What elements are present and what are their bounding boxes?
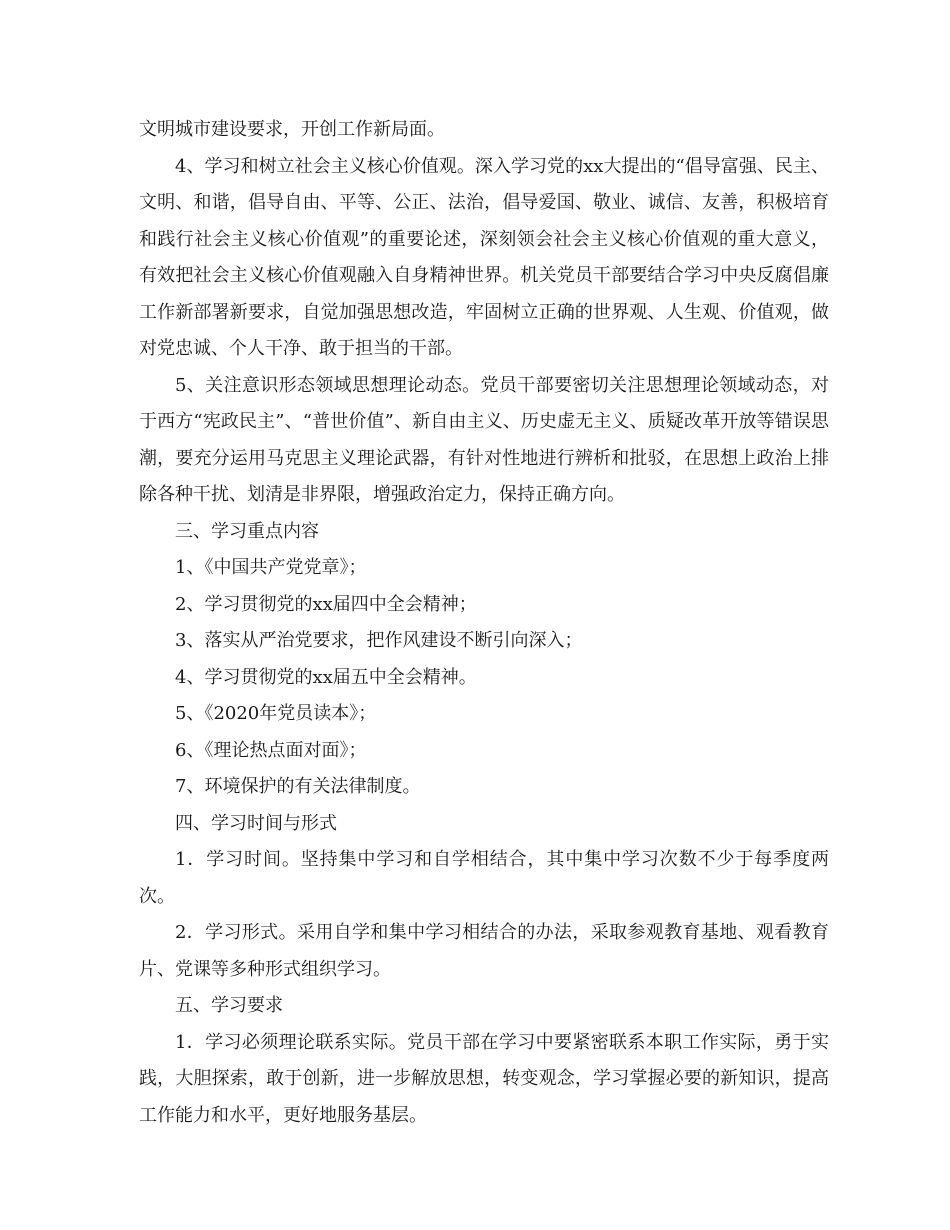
paragraph-study-form: 2．学习形式。采用自学和集中学习相结合的办法，采取参观教育基地、观看教育片、党课等多种形式组织学习。 (139, 922, 829, 980)
document-body (139, 112, 829, 1134)
list-item: 3、落实从严治党要求，把作风建设不断引向深入； (175, 630, 583, 651)
list-item: 4、学习贯彻党的xx届五中全会精神。 (175, 666, 477, 688)
list-item: 1、《中国共产党党章》； (175, 557, 367, 578)
list-item: 6、《理论热点面对面》； (175, 739, 367, 761)
paragraph-study-time: 1．学习时间。坚持集中学习和自学相结合，其中集中学习次数不少于每季度两次。 (139, 849, 829, 907)
section-heading-5: 五、学习要求 (175, 995, 283, 1016)
paragraph-study-requirement-1: 1．学习必须理论联系实际。党员干部在学习中要紧密联系本职工作实际，勇于实践，大胆探索，敢于创新，进一步解放思想，转变观念，学习掌握必要的新知识，提高工作能力和水平，更好地服务基层。 (139, 1031, 829, 1126)
paragraph-item-4-core-values: 4、学习和树立社会主义核心价值观。深入学习党的xx大提出的“倡导富强、民主、文明、和谐，倡导自由、平等、公正、法治，倡导爱国、敬业、诚信、友善，积极培育和践行社会主义核心价值观”的重要论述，深刻领会社会主义核心价值观的重大意义，有效把社会主义核心价值观融入自身精神世界。机关党员干部要结合学习中央反腐倡廉工作新部署新要求，自觉加强思想改造，牢固树立正确的世界观、人生观、价值观，做对党忠诚、个人干净、敢于担当的干部。 (139, 155, 829, 359)
list-item: 7、环境保护的有关法律制度。 (175, 776, 421, 797)
paragraph-continuation: 文明城市建设要求，开创工作新局面。 (139, 119, 445, 140)
list-item: 2、学习贯彻党的xx届四中全会精神； (175, 593, 477, 615)
paragraph-item-5-ideology: 5、关注意识形态领域思想理论动态。党员干部要密切关注思想理论领域动态，对于西方“宪政民主”、“普世价值”、新自由主义、历史虚无主义、质疑改革开放等错误思潮，要充分运用马克思主义理论武器，有针对性地进行辨析和批驳，在思想上政治上排除各种干扰、划清是非界限，增强政治定力，保持正确方向。 (139, 374, 829, 505)
section-heading-4: 四、学习时间与形式 (175, 812, 337, 834)
section-heading-3: 三、学习重点内容 (175, 520, 319, 542)
list-item: 5、《2020年党员读本》； (175, 703, 377, 724)
